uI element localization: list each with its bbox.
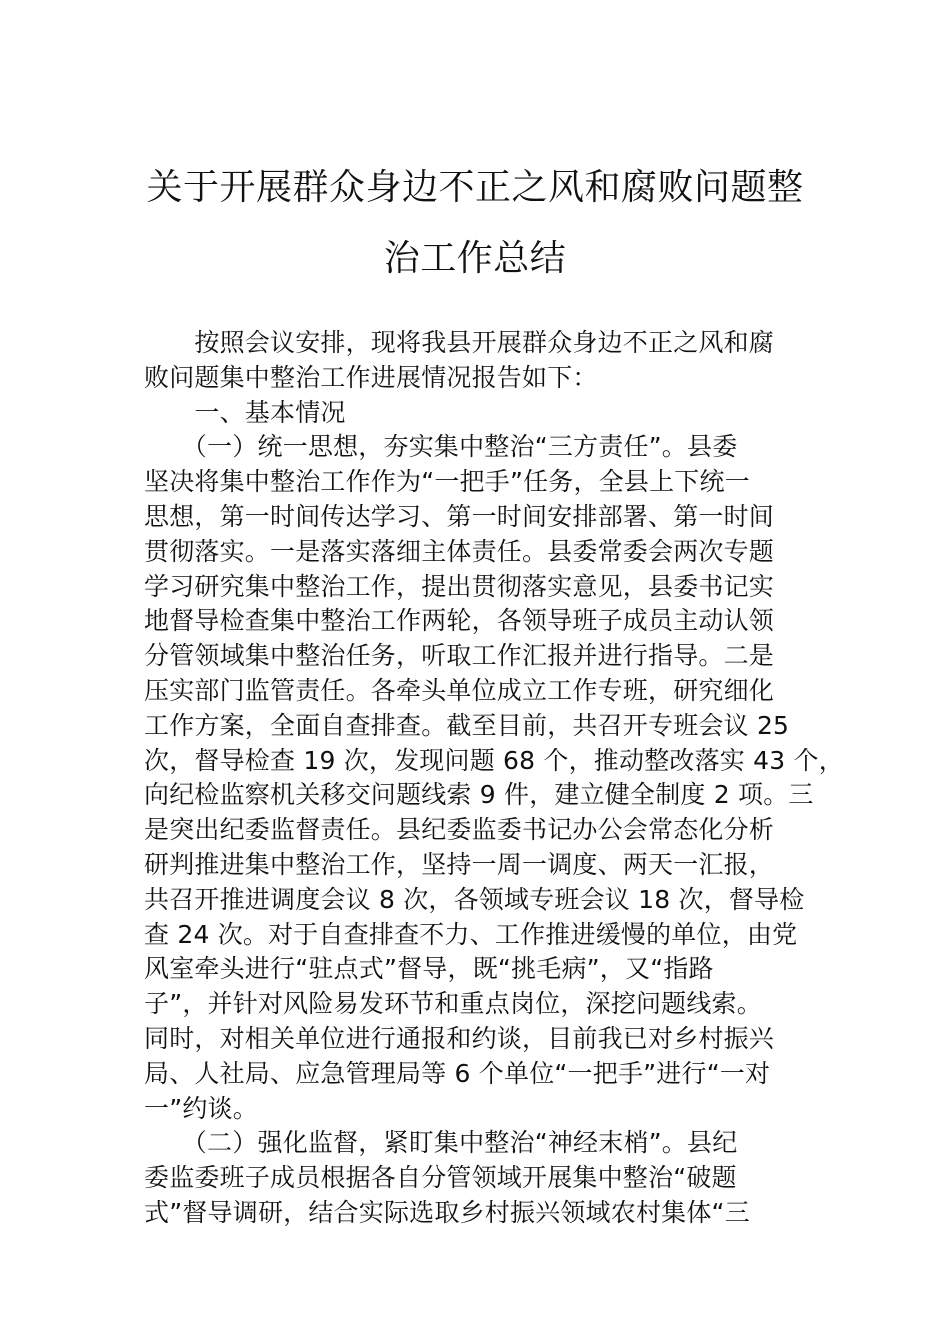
body-line: 查 24 次。对于自查排查不力、工作推进缓慢的单位，由党 (144, 919, 798, 949)
body-line: （二）强化监督，紧盯集中整治“神经末梢”。县纪 (144, 1128, 738, 1158)
body-line: 同时，对相关单位进行通报和约谈，目前我已对乡村振兴 (144, 1023, 775, 1053)
body-line: 地督导检查集中整治工作两轮，各领导班子成员主动认领 (144, 606, 775, 636)
body-line: 子”，并针对风险易发环节和重点岗位，深挖问题线索。 (144, 989, 762, 1019)
body-line: 局、人社局、应急管理局等 6 个单位“一把手”进行“一对 (144, 1058, 771, 1088)
body-line: 压实部门监管责任。各牵头单位成立工作专班，研究细化 (144, 675, 775, 705)
body-line: 研判推进集中整治工作，坚持一周一调度、两天一汇报， (144, 849, 775, 879)
body-line: 是突出纪委监督责任。县纪委监委书记办公会常态化分析 (144, 815, 775, 845)
body-line: 学习研究集中整治工作，提出贯彻落实意见，县委书记实 (144, 571, 775, 601)
body-line: 贯彻落实。一是落实落细主体责任。县委常委会两次专题 (144, 536, 775, 566)
document-title-line-1: 关于开展群众身边不正之风和腐败问题整 (146, 167, 804, 208)
body-line: 按照会议安排，现将我县开展群众身边不正之风和腐 (144, 328, 775, 357)
body-line: 式”督导调研，结合实际选取乡村振兴领域农村集体“三 (144, 1197, 750, 1227)
document-body (144, 326, 844, 1231)
body-line: 向纪检监察机关移交问题线索 9 件，建立健全制度 2 项。三 (144, 780, 814, 810)
body-line: 工作方案，全面自查排查。截至目前，共召开专班会议 25 (144, 710, 790, 740)
body-line: 次，督导检查 19 次，发现问题 68 个，推动整改落实 43 个， (144, 745, 844, 775)
body-line: 坚决将集中整治工作作为“一把手”任务，全县上下统一 (144, 467, 750, 497)
body-line: （一）统一思想，夯实集中整治“三方责任”。县委 (144, 432, 738, 462)
body-line: 共召开推进调度会议 8 次，各领域专班会议 18 次，督导检 (144, 884, 805, 914)
body-line: 风室牵头进行“驻点式”督导，既“挑毛病”，又“指路 (144, 954, 714, 984)
body-line: 委监委班子成员根据各自分管领域开展集中整治“破题 (144, 1163, 737, 1193)
section-heading: 一、基本情况 (144, 397, 346, 427)
body-line: 一”约谈。 (144, 1093, 258, 1123)
document-title-line-2: 治工作总结 (383, 238, 567, 279)
body-line: 败问题集中整治工作进展情况报告如下： (144, 362, 598, 392)
body-line: 分管领域集中整治任务，听取工作汇报并进行指导。二是 (144, 641, 775, 671)
body-line: 思想，第一时间传达学习、第一时间安排部署、第一时间 (144, 501, 775, 531)
